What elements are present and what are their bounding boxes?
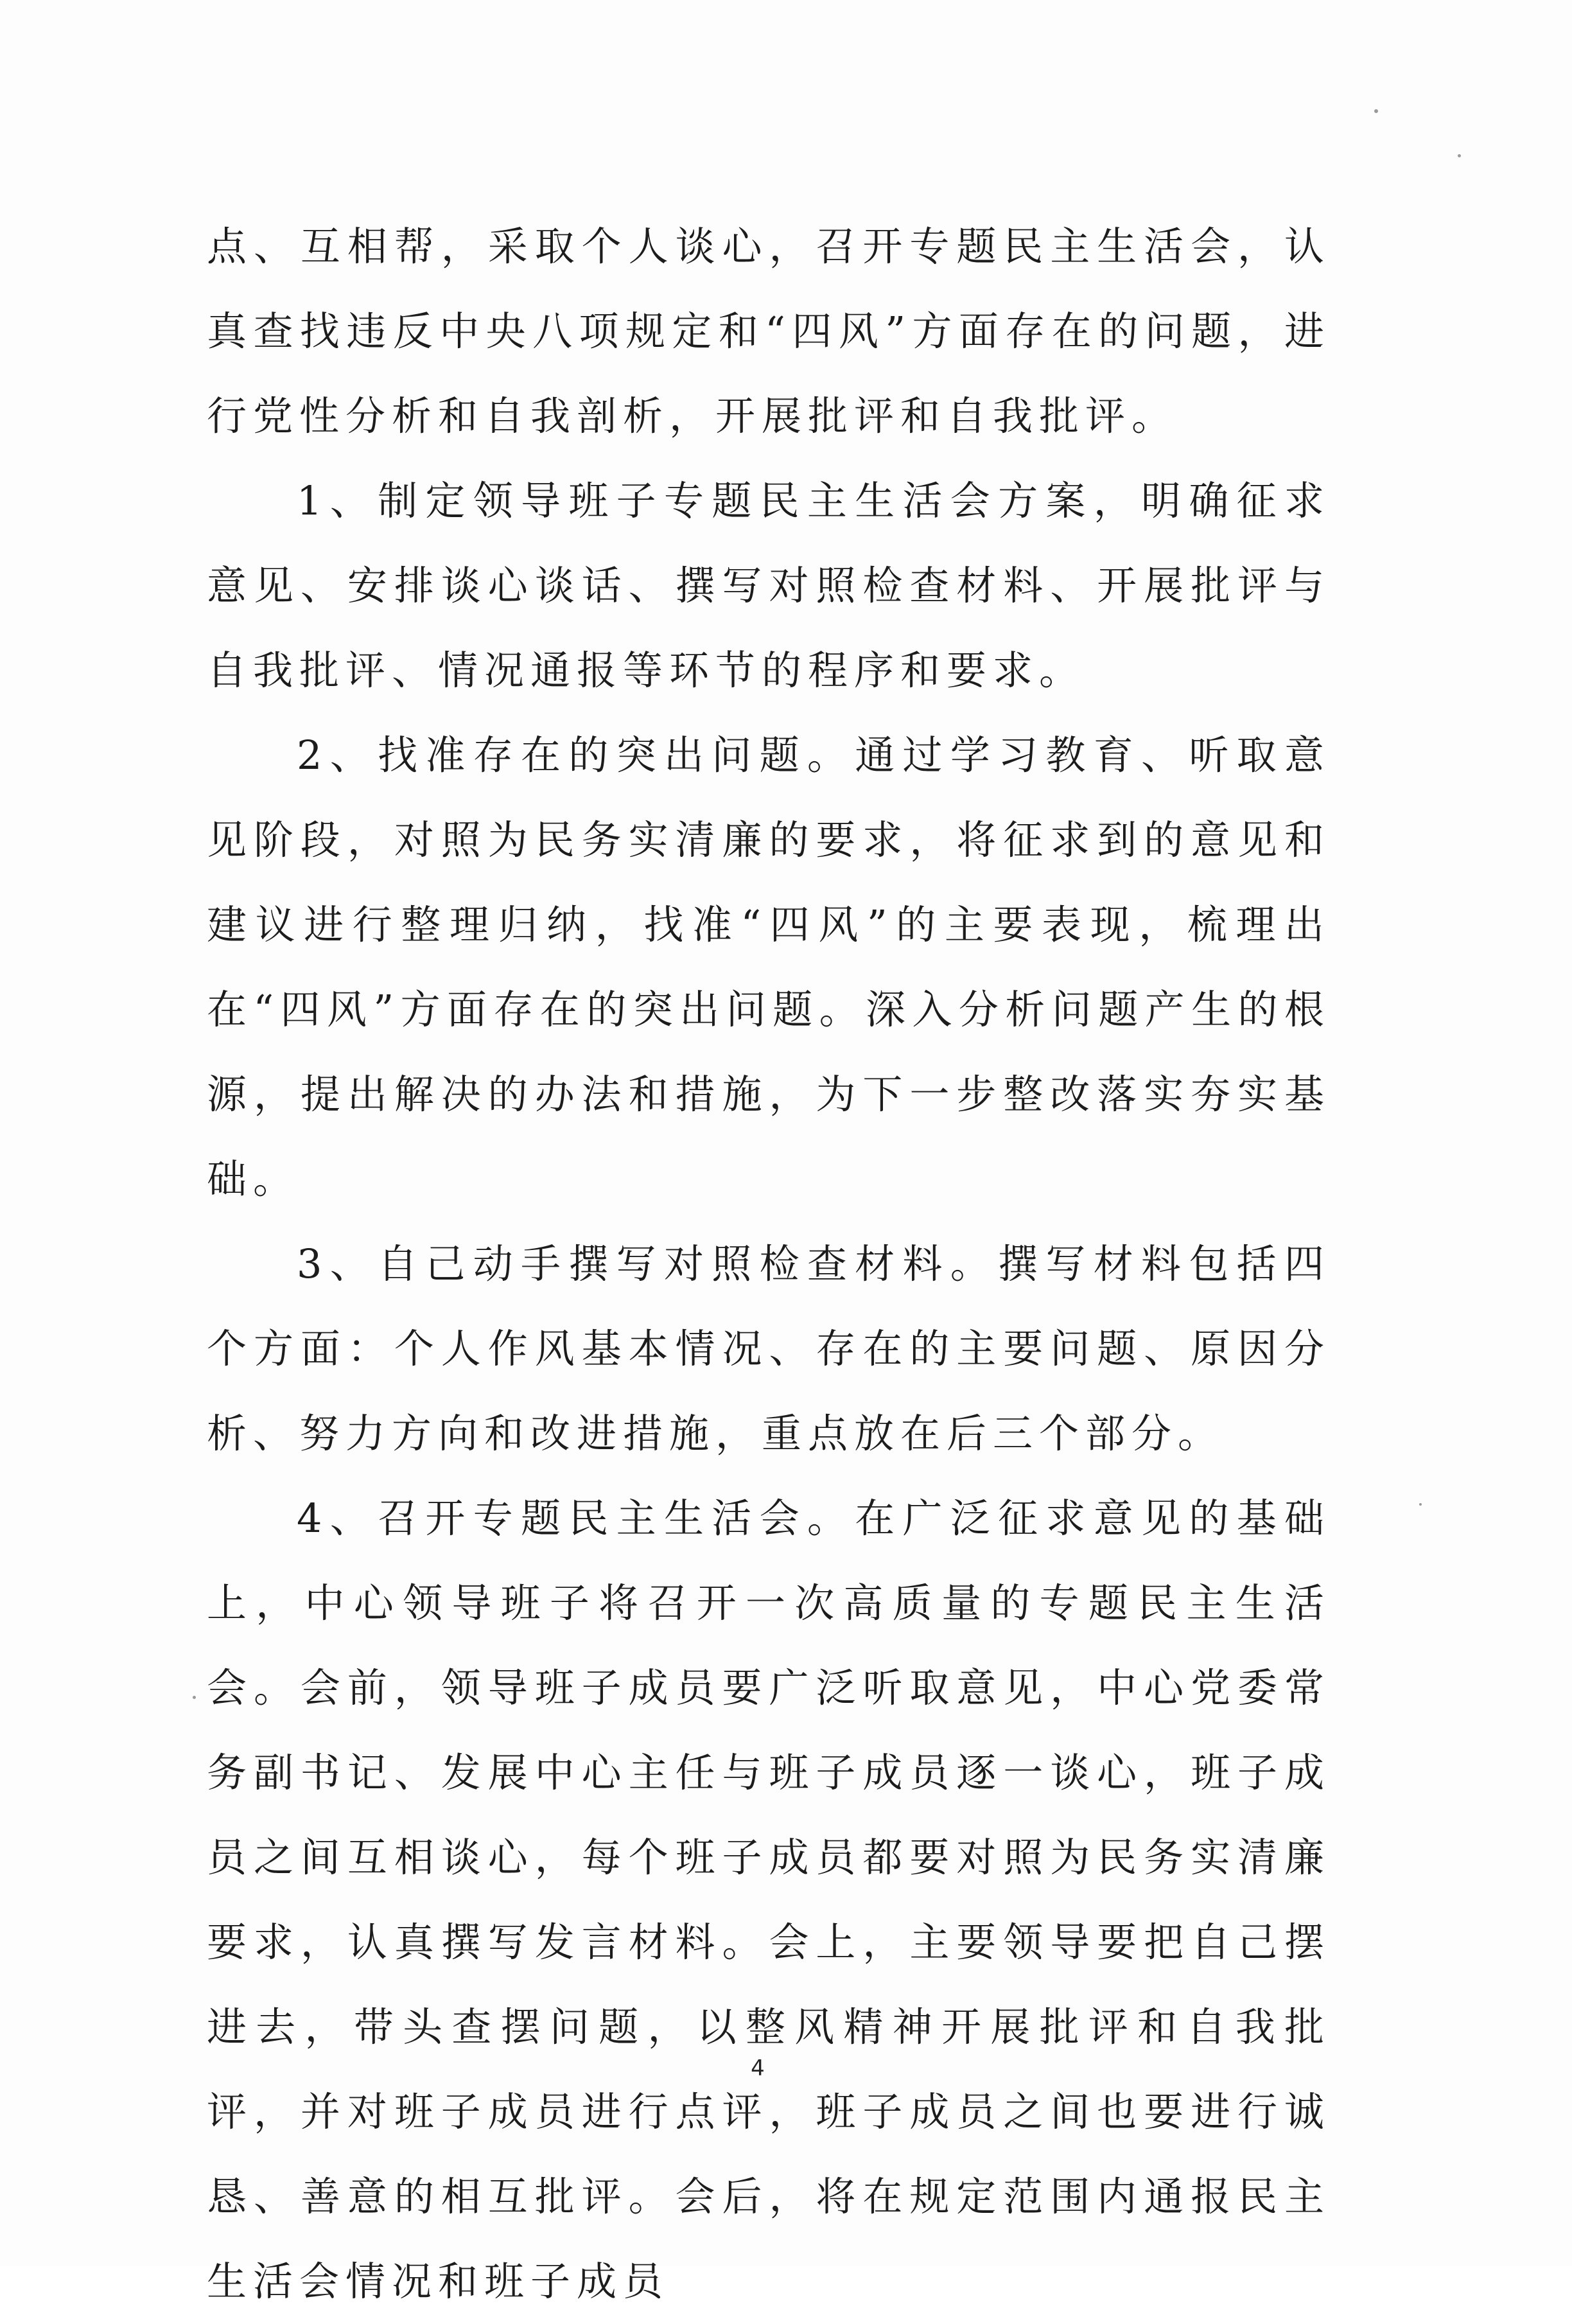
paragraph-item-1: 1、制定领导班子专题民主生活会方案，明确征求意见、安排谈心谈话、撰写对照检查材料、开展批评与自我批评、情况通报等环节的程序和要求。 xyxy=(207,477,1331,694)
paragraph-item-2: 2、找准存在的突出问题。通过学习教育、听取意见阶段，对照为民务实清廉的要求，将征求到的意见和建议进行整理归纳，找准“四风”的主要表现，梳理出在“四风”方面存在的突出问题。深入分析问题产生的根源，提出解决的办法和措施，为下一步整改落实夯实基础。 xyxy=(207,732,1331,1202)
scan-speck xyxy=(193,1696,196,1699)
document-body xyxy=(207,204,1331,2324)
paragraph-continued: 点、互相帮，采取个人谈心，召开专题民主生活会，认真查找违反中央八项规定和“四风”方面存在的问题，进行党性分析和自我剖析，开展批评和自我批评。 xyxy=(207,223,1331,439)
scan-speck xyxy=(1374,109,1378,113)
scan-speck xyxy=(1458,154,1461,157)
paragraph-item-3: 3、自己动手撰写对照检查材料。撰写材料包括四个方面：个人作风基本情况、存在的主要问题、原因分析、努力方向和改进措施，重点放在后三个部分。 xyxy=(207,1240,1331,1457)
page-number: 4 xyxy=(751,2056,765,2081)
scan-speck xyxy=(1419,1503,1422,1506)
paragraph-item-4: 4、召开专题民主生活会。在广泛征求意见的基础上，中心领导班子将召开一次高质量的专题民主生活会。会前，领导班子成员要广泛听取意见，中心党委常务副书记、发展中心主任与班子成员逐一谈心，班子成员之间互相谈心，每个班子成员都要对照为民务实清廉要求，认真撰写发言材料。会上，主要领导要把自己摆进去，带头查摆问题，以整风精神开展批评和自我批评，并对班子成员进行点评，班子成员之间也要进行诚恳、善意的相互批评。会后，将在规定范围内通报民主生活会情况和班子成员 xyxy=(207,1495,1331,2305)
